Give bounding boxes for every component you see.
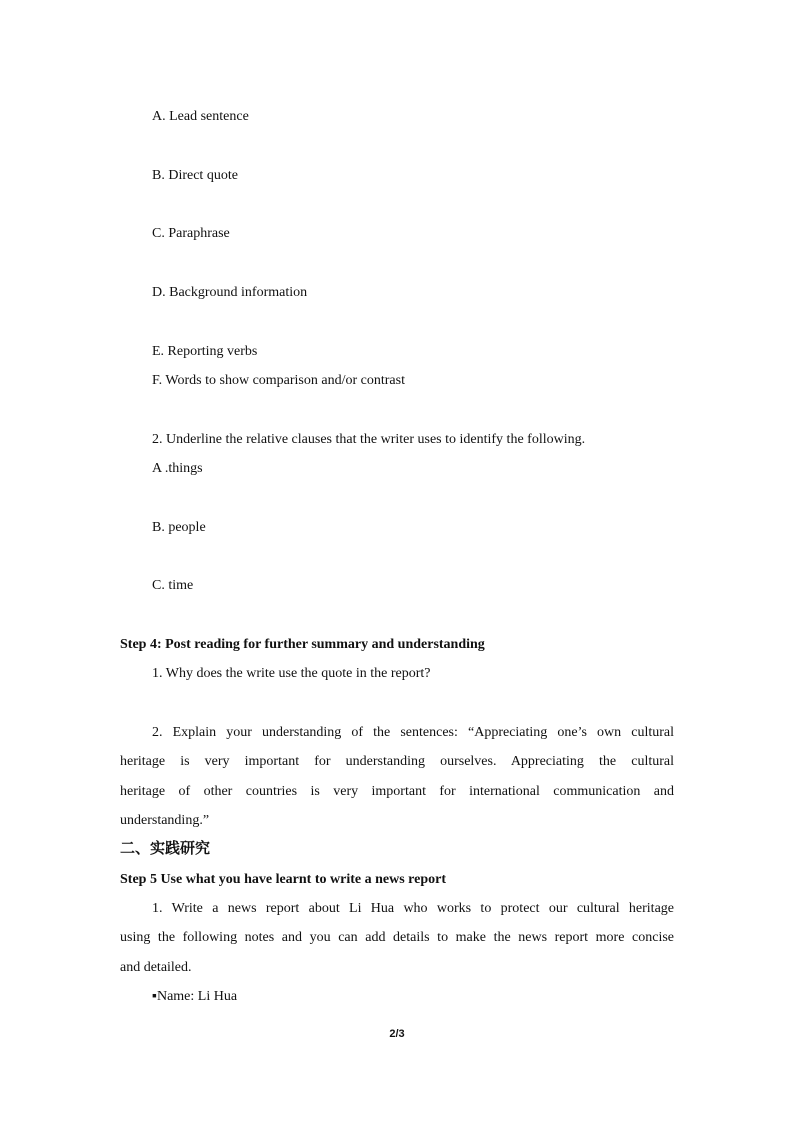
step-5-task-line-2: using the following notes and you can add details to make the news report more concise [120, 930, 674, 945]
step-5-task-line-1: 1. Write a news report about Li Hua who works to protect our cultural heritage [152, 901, 674, 916]
option-a: A. Lead sentence [152, 109, 249, 124]
question-2-prompt: 2. Underline the relative clauses that the writer uses to identify the following. [152, 432, 586, 447]
step-5-note-name: ▪Name: Li Hua [152, 989, 238, 1004]
step-4-question-2-line-2: heritage is very important for understanding ourselves. Appreciating the cultural [120, 754, 674, 769]
step-4-question-2-line-4: understanding.” [120, 813, 210, 828]
option-e: E. Reporting verbs [152, 344, 258, 359]
question-2-option-a: A .things [152, 461, 203, 476]
question-2-option-b: B. people [152, 520, 206, 535]
step-4-heading: Step 4: Post reading for further summary and understanding [120, 637, 485, 652]
step-4-question-2-line-3: heritage of other countries is very important for international communication and [120, 784, 674, 799]
page-number: 2/3 [389, 1028, 405, 1040]
question-2-option-c: C. time [152, 578, 194, 593]
section-2-heading: 二、实践研究 [120, 839, 211, 857]
step-5-task-line-3: and detailed. [120, 960, 192, 975]
option-d: D. Background information [152, 285, 308, 300]
step-4-question-1: 1. Why does the write use the quote in the report? [152, 666, 431, 681]
option-b: B. Direct quote [152, 168, 238, 183]
option-c: C. Paraphrase [152, 226, 230, 241]
option-f: F. Words to show comparison and/or contrast [152, 373, 405, 388]
step-4-question-2-line-1: 2. Explain your understanding of the sentences: “Appreciating one’s own cultural [152, 725, 674, 740]
step-5-heading: Step 5 Use what you have learnt to write a news report [120, 872, 446, 887]
